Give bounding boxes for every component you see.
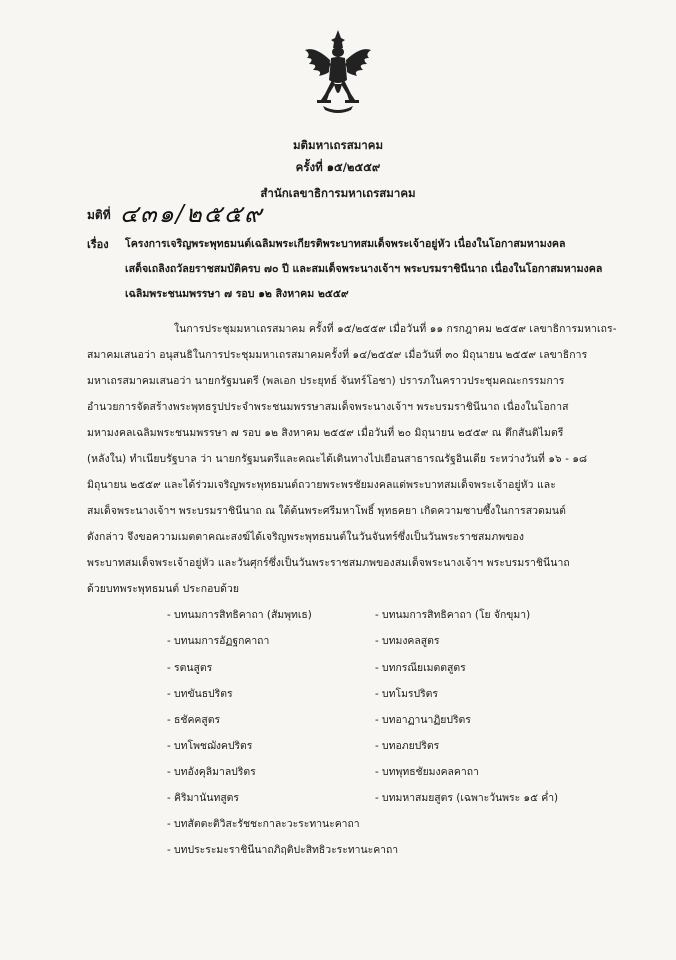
subject-line: โครงการเจริญพระพุทธมนต์เฉลิมพระเกียรติพระบาทสมเด็จพระเจ้าอยู่หัว เนื่องในโอกาสมหามงคล bbox=[125, 238, 566, 250]
body-line: ด้วยบทพระพุทธมนต์ ประกอบด้วย bbox=[87, 583, 240, 595]
chant-item: - บทสัตตะติวิสะรัชชะกาละวะระทานะคาถา bbox=[167, 818, 360, 830]
subject-line: เสด็จเถลิงถวัลยราชสมบัติครบ ๗๐ ปี และสมเด็จพระนางเจ้าฯ พระบรมราชินีนาถ เนื่องในโอกาสมหามงคล bbox=[125, 263, 603, 275]
body-line: สมาคมเสนอว่า อนุสนธิในการประชุมมหาเถรสมาคมครั้งที่ ๑๔/๒๕๕๙ เมื่อวันที่ ๓๐ มิถุนายน ๒๕๕๙ เลขาธิการ bbox=[87, 349, 588, 361]
body-line: (หลังใน) ทำเนียบรัฐบาล ว่า นายกรัฐมนตรีและคณะได้เดินทางไปเยือนสาธารณรัฐอินเดีย ระหว่างวันที่ ๑๖ - ๑๘ bbox=[87, 453, 588, 465]
chant-item: - บทโมรปริตร bbox=[375, 688, 439, 700]
chant-item: - บทอภยปริตร bbox=[375, 740, 440, 752]
body-line: สมเด็จพระนางเจ้าฯ พระบรมราชินีนาถ ณ ใต้ต้นพระศรีมหาโพธิ์ พุทธคยา เกิดความซาบซึ้งในการสวดมนต์ bbox=[87, 505, 566, 517]
chant-item: - บทอาฏานาฏิยปริตร bbox=[375, 714, 471, 726]
header-session: ครั้งที่ ๑๕/๒๕๕๙ bbox=[295, 160, 381, 174]
body-line: มิถุนายน ๒๕๕๙ และได้ร่วมเจริญพระพุทธมนต์ถวายพระพรชัยมงคลแด่พระบาทสมเด็จพระเจ้าอยู่หัว และ bbox=[87, 479, 556, 491]
chant-item: - บทอังคุลิมาลปริตร bbox=[167, 766, 256, 778]
header-office: สำนักเลขาธิการมหาเถรสมาคม bbox=[260, 186, 416, 200]
garuda-emblem-icon bbox=[301, 28, 375, 116]
resolution-handwritten-number: ๔๓๑/๒๕๕๙ bbox=[120, 200, 264, 228]
header-title: มติมหาเถรสมาคม bbox=[292, 138, 384, 152]
subject-label: เรื่อง bbox=[87, 238, 109, 251]
chant-item: - บทกรณียเมตตสูตร bbox=[375, 662, 466, 674]
chant-item: - บทโพชฌังคปริตร bbox=[167, 740, 253, 752]
body-line: มหาเถรสมาคมเสนอว่า นายกรัฐมนตรี (พลเอก ประยุทธ์ จันทร์โอชา) ปรารภในคราวประชุมคณะกรรมการ bbox=[87, 375, 565, 387]
chant-item: - รตนสูตร bbox=[167, 662, 213, 674]
chant-item: - บทนมการสิทธิคาถา (สัมพุทเธ) bbox=[167, 609, 312, 621]
chant-item: - บทนมการอัฏฐกคาถา bbox=[167, 635, 270, 647]
chant-item: - บทขันธปริตร bbox=[167, 688, 233, 700]
chant-item: - บทมงคลสูตร bbox=[375, 635, 440, 647]
chant-item: - บทมหาสมยสูตร (เฉพาะวันพระ ๑๕ ค่ำ) bbox=[375, 792, 559, 804]
body-line: อำนวยการจัดสร้างพระพุทธรูปประจำพระชนมพรรษาสมเด็จพระนางเจ้าฯ พระบรมราชินีนาถ เนื่องในโอกาส bbox=[87, 401, 569, 413]
body-line: มหามงคลเฉลิมพระชนมพรรษา ๗ รอบ ๑๒ สิงหาคม ๒๕๕๙ เมื่อวันที่ ๒๐ มิถุนายน ๒๕๕๙ ณ ตึกสันติไมตรี bbox=[87, 427, 564, 439]
chant-item: - ธชัคคสูตร bbox=[167, 714, 221, 726]
chant-item: - บทประระมะราชินีนาถภิฤติปะสิทธิวะระทานะคาถา bbox=[167, 844, 399, 856]
chant-item: - บทนมการสิทธิคาถา (โย จักขุมา) bbox=[375, 609, 531, 621]
subject-line: เฉลิมพระชนมพรรษา ๗ รอบ ๑๒ สิงหาคม ๒๕๕๙ bbox=[125, 288, 349, 300]
body-line: พระบาทสมเด็จพระเจ้าอยู่หัว และวันศุกร์ซึ่งเป็นวันพระราชสมภพของสมเด็จพระนางเจ้าฯ พระบรมราชินีนาถ bbox=[87, 557, 570, 569]
chant-item: - บทพุทธชัยมงคลคาถา bbox=[375, 766, 479, 778]
body-line: ดังกล่าว จึงขอความเมตตาคณะสงฆ์ได้เจริญพระพุทธมนต์ในวันจันทร์ซึ่งเป็นวันพระราชสมภพของ bbox=[87, 531, 524, 543]
chant-item: - คิริมานันทสูตร bbox=[167, 792, 239, 804]
resolution-label: มติที่ bbox=[87, 208, 111, 222]
body-line: ในการประชุมมหาเถรสมาคม ครั้งที่ ๑๕/๒๕๕๙ เมื่อวันที่ ๑๑ กรกฎาคม ๒๕๕๙ เลขาธิการมหาเถร- bbox=[174, 323, 617, 335]
